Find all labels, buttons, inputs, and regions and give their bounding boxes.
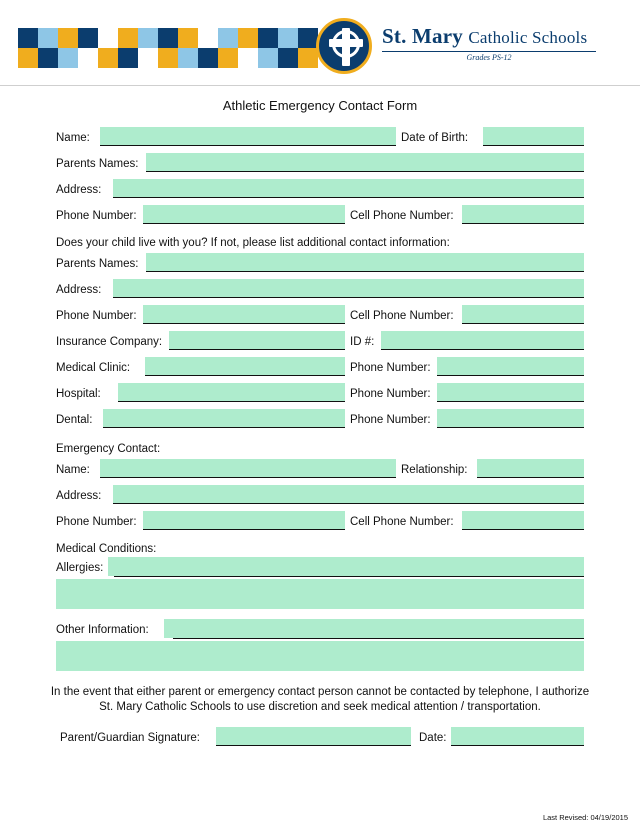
row-emergency-phone xyxy=(56,511,584,537)
allergies-input[interactable] xyxy=(56,579,584,609)
cell-phone-input-2[interactable] xyxy=(462,305,584,324)
row-phone-1 xyxy=(56,205,584,231)
row-name-dob xyxy=(56,127,584,153)
label-emergency-address: Address: xyxy=(56,490,102,502)
row-parents-names-2 xyxy=(56,253,584,279)
cross-crest-icon xyxy=(316,18,372,74)
label-signature-date: Date: xyxy=(419,732,447,744)
signature-input[interactable] xyxy=(216,727,411,746)
hospital-input[interactable] xyxy=(118,383,345,402)
wordmark-suffix: Catholic Schools xyxy=(468,28,588,47)
address-input-2[interactable] xyxy=(113,279,584,298)
wordmark-name: St. Mary xyxy=(382,24,463,48)
allergies-block xyxy=(56,557,584,613)
label-other-information: Other Information: xyxy=(56,624,149,636)
other-information-block xyxy=(56,619,584,675)
authorization-text: In the event that either parent or emergency contact person cannot be contacted by telephone, I authorize St. Mary Catholic Schools to use discretion and seek medical attention / transportation. xyxy=(50,686,590,713)
label-dental: Dental: xyxy=(56,414,93,426)
row-emergency-address xyxy=(56,485,584,511)
dental-phone-input[interactable] xyxy=(437,409,584,428)
parents-names-input-1[interactable] xyxy=(146,153,584,172)
parents-names-input-2[interactable] xyxy=(146,253,584,272)
row-signature xyxy=(56,727,584,753)
label-name: Name: xyxy=(56,132,90,144)
row-emergency-name xyxy=(56,459,584,485)
label-phone-number-1: Phone Number: xyxy=(56,210,137,222)
label-emergency-phone: Phone Number: xyxy=(56,516,137,528)
medical-clinic-phone-input[interactable] xyxy=(437,357,584,376)
row-parents-names-1 xyxy=(56,153,584,179)
label-address-2: Address: xyxy=(56,284,102,296)
header-divider xyxy=(0,85,640,86)
emergency-address-input[interactable] xyxy=(113,485,584,504)
phone-number-input-1[interactable] xyxy=(143,205,345,224)
label-medical-clinic-phone: Phone Number: xyxy=(350,362,431,374)
label-dental-phone: Phone Number: xyxy=(350,414,431,426)
label-parents-names-2: Parents Names: xyxy=(56,258,139,270)
label-medical-clinic: Medical Clinic: xyxy=(56,362,131,374)
label-allergies: Allergies: xyxy=(56,562,104,574)
label-hospital: Hospital: xyxy=(56,388,101,400)
label-emergency-cell-phone: Cell Phone Number: xyxy=(350,516,454,528)
page-title: Athletic Emergency Contact Form xyxy=(222,98,418,113)
last-revised-text: Last Revised: 04/19/2015 xyxy=(542,813,628,822)
label-relationship: Relationship: xyxy=(401,464,468,476)
dental-input[interactable] xyxy=(103,409,345,428)
row-insurance xyxy=(56,331,584,357)
label-emergency-name: Name: xyxy=(56,464,90,476)
decorative-checker-pattern xyxy=(18,28,318,68)
row-hospital xyxy=(56,383,584,409)
wordmark-tagline: Grades PS-12 xyxy=(466,53,512,62)
insurance-company-input[interactable] xyxy=(169,331,345,350)
signature-section xyxy=(0,727,640,753)
emergency-phone-input[interactable] xyxy=(143,511,345,530)
phone-number-input-2[interactable] xyxy=(143,305,345,324)
live-with-question: Does your child live with you? If not, please list additional contact information: xyxy=(56,237,450,249)
emergency-relationship-input[interactable] xyxy=(477,459,584,478)
label-cell-phone-2: Cell Phone Number: xyxy=(350,310,454,322)
id-number-input[interactable] xyxy=(381,331,584,350)
other-info-fill-top xyxy=(164,619,584,638)
emergency-contact-heading: Emergency Contact: xyxy=(56,443,161,455)
row-medical-clinic xyxy=(56,357,584,383)
emergency-name-input[interactable] xyxy=(100,459,396,478)
address-input-1[interactable] xyxy=(113,179,584,198)
school-logo xyxy=(316,18,616,78)
row-dental xyxy=(56,409,584,435)
label-insurance-company: Insurance Company: xyxy=(56,336,163,348)
label-date-of-birth: Date of Birth: xyxy=(401,132,469,144)
emergency-cell-phone-input[interactable] xyxy=(462,511,584,530)
page-header xyxy=(0,0,640,86)
date-of-birth-input[interactable] xyxy=(483,127,584,146)
hospital-phone-input[interactable] xyxy=(437,383,584,402)
other-info-underline-1 xyxy=(173,638,584,639)
label-parent-guardian-signature: Parent/Guardian Signature: xyxy=(60,732,201,744)
medical-conditions-fill xyxy=(108,557,584,576)
label-medical-conditions: Medical Conditions: xyxy=(56,543,157,555)
label-parents-names-1: Parents Names: xyxy=(56,158,139,170)
label-address-1: Address: xyxy=(56,184,102,196)
medical-clinic-input[interactable] xyxy=(145,357,345,376)
row-address-1 xyxy=(56,179,584,205)
label-phone-number-2: Phone Number: xyxy=(56,310,137,322)
signature-date-input[interactable] xyxy=(451,727,584,746)
row-phone-2 xyxy=(56,305,584,331)
label-cell-phone-1: Cell Phone Number: xyxy=(350,210,454,222)
other-information-input[interactable] xyxy=(56,641,584,671)
label-hospital-phone: Phone Number: xyxy=(350,388,431,400)
form-sheet xyxy=(0,127,640,675)
label-id-number: ID #: xyxy=(350,336,375,348)
cell-phone-input-1[interactable] xyxy=(462,205,584,224)
wordmark-rule xyxy=(382,51,596,52)
school-wordmark xyxy=(382,24,612,62)
name-input[interactable] xyxy=(100,127,396,146)
row-address-2 xyxy=(56,279,584,305)
allergies-underline-1 xyxy=(114,576,584,577)
